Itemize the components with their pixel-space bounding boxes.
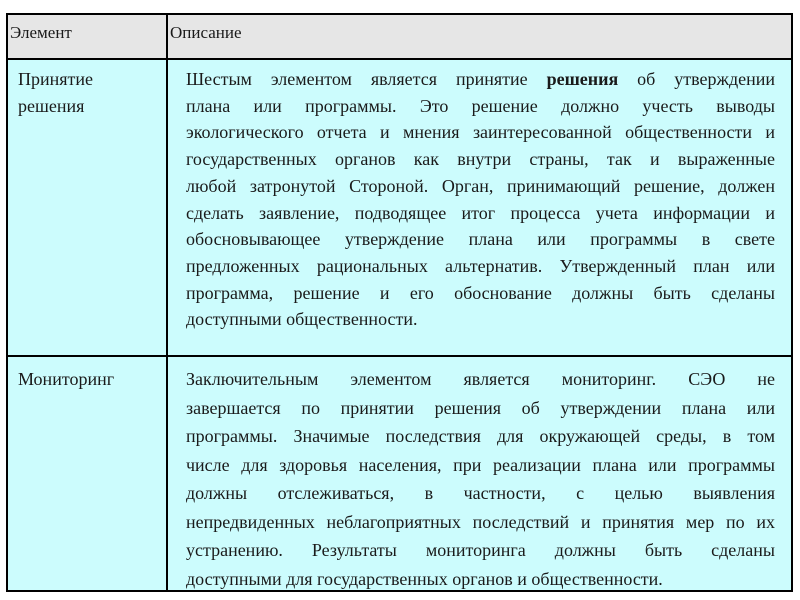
desc-line: программа, решение и его обоснование должны быть сделаны: [186, 282, 775, 303]
desc-line: устранению. Результаты мониторинга должны быть сделаны: [186, 540, 775, 560]
desc-line: числе для здоровья населения, при реализации плана или программы: [186, 454, 775, 475]
header-description: Описание: [168, 15, 791, 58]
desc-line: государственных органов как внутри страны, так и выраженные: [186, 149, 775, 170]
element-label: Мониторинг: [18, 369, 115, 389]
bold-term: решения: [546, 69, 619, 89]
desc-line: доступными для государственных органов и общественности.: [186, 568, 663, 589]
desc-line: программы. Значимые последствия для окружающей среды, в том: [186, 426, 775, 446]
desc-line: плана или программы. Это решение должно учесть выводы: [186, 95, 775, 116]
desc-line: должны отслеживаться, в частности, с целью выявления: [186, 483, 775, 503]
desc-line: Заключительным элементом является мониторинг. СЭО не: [186, 369, 775, 389]
row1-element: [8, 60, 166, 355]
desc-line: доступными общественности.: [186, 309, 418, 330]
desc-line: непредвиденных неблагоприятных последствий и принятия мер по их: [186, 511, 775, 532]
desc-line: завершается по принятии решения об утверждении плана или: [186, 397, 775, 418]
row2-element: [8, 357, 166, 590]
desc-line: предложенных рациональных альтернатив. Утвержденный план или: [186, 255, 775, 276]
desc-line: сделать заявление, подводящее итог процесса учета информации и: [186, 202, 775, 223]
description-table: [6, 13, 793, 592]
column-divider: [166, 15, 168, 590]
element-label: решения: [18, 95, 85, 116]
desc-line: экологического отчета и мнения заинтересованной общественности и: [186, 122, 775, 143]
row2-description: [168, 357, 791, 590]
header-element: Элемент: [8, 15, 166, 58]
row1-description: [168, 60, 791, 355]
desc-line: обосновывающее утверждение плана или программы в свете: [186, 229, 775, 250]
element-label: Принятие: [18, 69, 94, 89]
desc-line: любой затронутой Стороной. Орган, принимающий решение, должен: [186, 175, 775, 196]
desc-line: Шестым элементом является принятие решения об утверждении: [186, 69, 775, 89]
